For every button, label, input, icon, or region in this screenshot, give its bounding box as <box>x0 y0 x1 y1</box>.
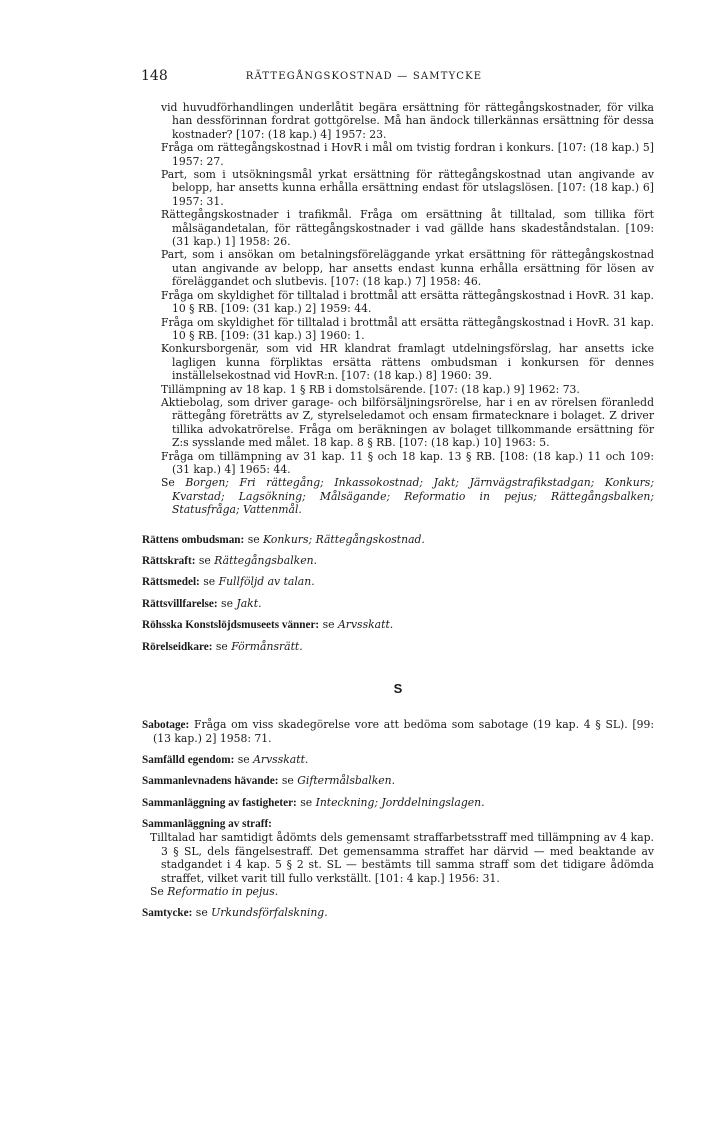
entry-reference: Giftermålsbalken. <box>297 774 396 788</box>
index-entry <box>142 618 654 632</box>
index-paragraph: Fråga om skyldighet för tilltalad i brottmål att ersätta rättegångskostnad i HovR. 31 kap. 10 § RB. [109: (31 kap.) 2] 1959: 44. <box>161 288 654 316</box>
index-paragraph: Fråga om tillämpning av 31 kap. 11 § och 18 kap. 13 § RB. [108: (18 kap.) 11 och 109: (31 kap.) 4] 1965: 44. <box>161 449 654 476</box>
entry-keyword: Sammanlevnadens hävande: <box>142 775 279 788</box>
entry-keyword: Rättsvillfarelse: <box>142 597 218 610</box>
see-word: se <box>198 554 211 567</box>
entry-reference: Inteckning; Jorddelningslagen. <box>315 795 485 809</box>
entry-text: Fråga om viss skadegörelse vore att bedöma som sabotage (19 kap. 4 § SL). [99: (13 kap.) 2] 1958: 71. <box>153 718 655 746</box>
entry-keyword: Samtycke: <box>142 906 193 919</box>
entry-text: Tilltalad har samtidigt ådömts dels gemensamt straffarbetsstraff med tillämpning av 4 kap. 3 § SL, dels fängelsestraff. Det gemensamma straffet har därvid — med beaktande av stadgandet i 4 kap. 5 § 2 st. SL — bestämts till samma straff som det tidigare ådömda straffet, vilket varit till fullo verkställt. [101: 4 kap.] 1956: 31. <box>150 831 654 885</box>
index-entry <box>142 533 654 547</box>
index-paragraph: Part, som i ansökan om betalningsföreläggande yrkat ersättning för rättegångskostnad utan angivande av belopp, har ansetts endast kunna erhålla ersättning för lösen av föreläggandet och slutbevis. [107: (18 kap.) 7] 1958: 46. <box>161 248 654 289</box>
entry-heading <box>142 817 654 831</box>
entry-reference: Urkundsförfalskning. <box>211 905 328 919</box>
index-paragraph: Fråga om rättegångskostnad i HovR i mål om tvistig fordran i konkurs. [107: (18 kap.) 5] 1957: 27. <box>161 141 654 168</box>
index-entry <box>142 774 654 788</box>
index-paragraph: Konkursborgenär, som vid HR klandrat framlagt utdelningsförslag, har ansetts icke lagligen kunna förpliktas ersätta rättens ombudsman i konkursen för dennes inställelsekostnad vid HovR:n. [107: (18 kap.) 8] 1960: 39. <box>161 342 654 383</box>
entry-keyword: Sammanläggning av fastigheter: <box>142 796 297 809</box>
index-entry-sabotage <box>142 718 654 746</box>
index-paragraph: Aktiebolag, som driver garage- och bilförsäljningsrörelse, har i en av rörelsen föranledd rättegång företrätts av Z, styrelseledamot och ensam firmatecknare i bolaget. Z driver tillika advokatrörelse. Fråga om beräkningen av bolaget tillkommande ersättning för Z:s sysslande med målet. 18 kap. 8 § RB. [107: (18 kap.) 10] 1963: 5. <box>161 395 654 450</box>
section-letter: S <box>393 681 403 697</box>
see-word: se <box>203 575 216 589</box>
entry-keyword: Röhsska Konstslöjdsmuseets vänner: <box>142 619 320 632</box>
index-entry <box>142 640 654 654</box>
page-number: 148 <box>141 68 168 84</box>
see-also-refs: Reformatio in pejus. <box>167 885 279 899</box>
entry-keyword: Rörelseidkare: <box>142 640 213 653</box>
index-entry <box>142 753 654 767</box>
see-also <box>150 885 654 898</box>
see-word: se <box>237 752 250 766</box>
entry-keyword: Rättskraft: <box>142 555 196 567</box>
entry-keyword: Sabotage: <box>142 719 190 732</box>
index-paragraph: Part, som i utsökningsmål yrkat ersättning för rättegångskostnad utan angivande av belopp, har ansetts kunna erhålla ersättning endast för utslagslösen. [107: (18 kap.) 6] 1957: 31. <box>161 168 654 208</box>
entry-reference: Rättegångsbalken. <box>214 554 318 567</box>
entry-reference: Förmånsrätt. <box>231 639 303 653</box>
entry-keyword: Sammanläggning av straff: <box>142 818 272 831</box>
index-entry <box>142 906 654 920</box>
see-also-refs: Borgen; Fri rättegång; Inkassokostnad; Jakt; Järnvägstrafikstadgan; Konkurs; Kvarstad; Lagsökning; Målsägande; Reformatio in pejus; Rättegångsbalken; Statusfråga; Vattenmål. <box>172 476 654 517</box>
entry-keyword: Rättens ombudsman: <box>142 533 245 546</box>
see-also-label: Se <box>150 885 164 899</box>
index-paragraph: Rättegångskostnader i trafikmål. Fråga om ersättning åt tilltalad, som tillika fört målsägandetalan, för rättegångskostnader i vad gällde hans skadeståndstalan. [109: (31 kap.) 1] 1958: 26. <box>161 208 654 249</box>
entry-reference: Arvsskatt. <box>253 752 309 766</box>
index-content <box>142 101 654 920</box>
straff-block <box>142 831 654 898</box>
entry-reference: Konkurs; Rättegångskostnad. <box>263 532 425 546</box>
entry-reference: Jakt. <box>236 596 262 610</box>
entry-keyword: Samfälld egendom: <box>142 753 235 766</box>
index-entry <box>142 554 654 568</box>
index-entry <box>142 796 654 810</box>
running-title: RÄTTEGÅNGSKOSTNAD — SAMTYCKE <box>245 71 483 82</box>
see-word: se <box>300 795 313 809</box>
see-word: se <box>195 905 208 919</box>
entry-reference: Arvsskatt. <box>337 618 394 632</box>
index-paragraph: Fråga om skyldighet för tilltalad i brottmål att ersätta rättegångskostnad i HovR. 31 kap. 10 § RB. [109: (31 kap.) 3] 1960: 1. <box>161 315 654 342</box>
page-header <box>0 68 728 88</box>
see-word: se <box>281 774 294 788</box>
index-paragraph: vid huvudförhandlingen underlåtit begära ersättning för rättegångskostnader, för vilka han dessförinnan fordrat gottgörelse. Må han ändock tillerkännas ersättning för dessa kostnader? [107: (18 kap.) 4] 1957: 23. <box>161 101 654 141</box>
see-word: se <box>215 639 228 653</box>
index-entry <box>142 597 654 611</box>
index-entry <box>142 575 654 589</box>
see-word: se <box>322 618 335 632</box>
see-also <box>161 476 654 516</box>
index-paragraph: Tillämpning av 18 kap. 1 § RB i domstolsärende. [107: (18 kap.) 9] 1962: 73. <box>161 382 580 396</box>
see-word: se <box>221 596 233 610</box>
see-word: se <box>247 532 260 546</box>
entry-keyword: Rättsmedel: <box>142 576 200 589</box>
continuation-block <box>142 101 654 517</box>
see-also-label: Se <box>161 476 175 490</box>
entry-reference: Fullföljd av talan. <box>218 575 315 589</box>
